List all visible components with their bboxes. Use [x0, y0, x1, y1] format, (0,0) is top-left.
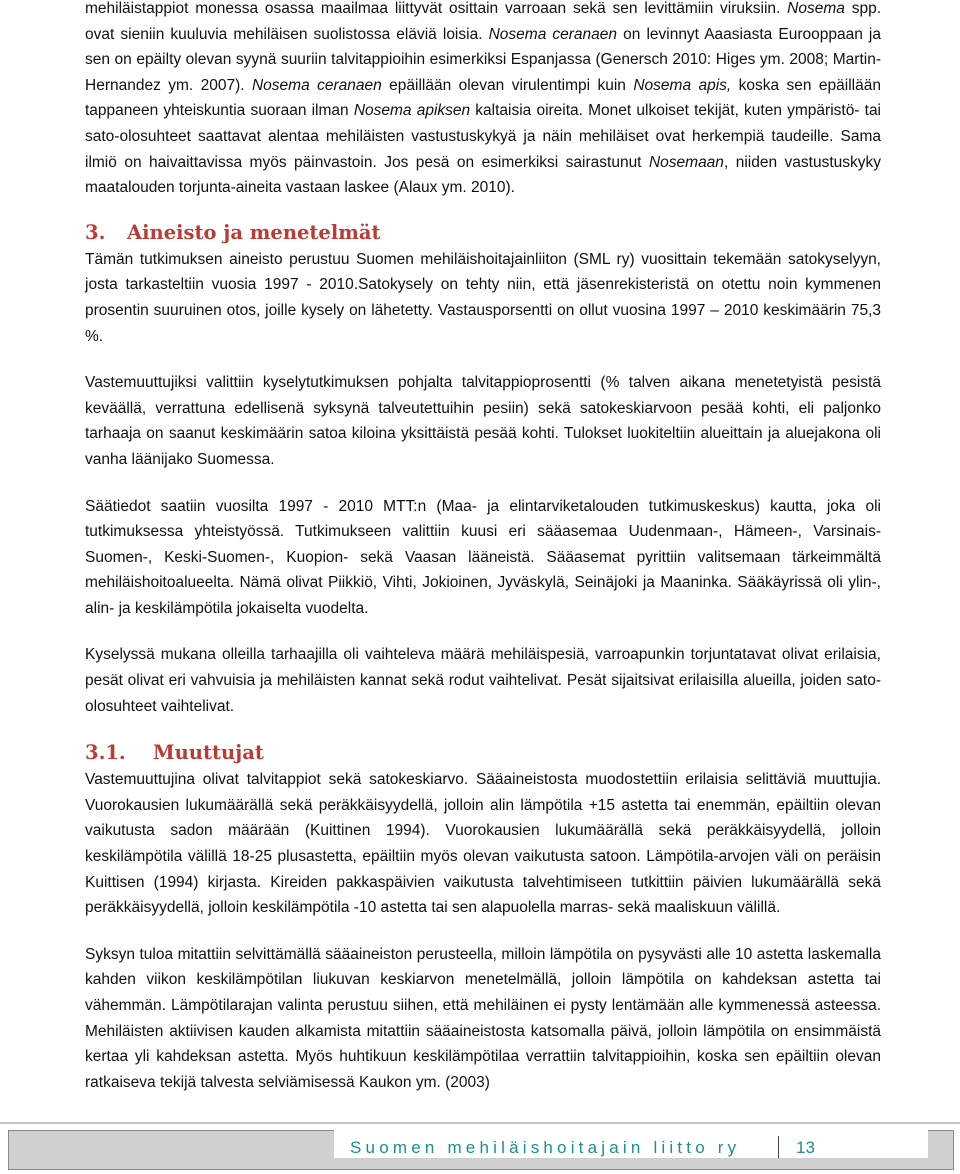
italic-text-run: Nosema ceranaen	[251, 76, 382, 94]
section-title: Aineisto ja menetelmät	[127, 220, 381, 244]
body-paragraph: Syksyn tuloa mitattiin selvittämällä sääaineiston perusteella, milloin lämpötila on pysyvästi alle 10 astetta laskemalla kahden viikon keskilämpötilan liukuvan keskiarvon menetelmällä, jolloin lämpötila on kahdeksan astetta tai vähemmän. Lämpötilarajan valinta perustuu siihen, että mehiläinen ei pysty lentämään alle kymmenessä asteessa. Mehiläisten aktiivisen kauden alkamista mitattiin sääaineistosta katsomalla päivä, jolloin lämpötila on ensimmäistä kertaa yli kahdeksan astetta. Myös huhtikuun keskilämpötilaa verrattiin talvitappioihin, koska sen epäiltiin olevan ratkaiseva tekijä talvesta selviämisessä Kaukon ym. (2003)	[85, 945, 881, 1091]
text-run: mehiläistappiot monessa osassa maailmaa liittyvät osittain varroaan sekä sen levittämiin viruksiin.	[85, 0, 788, 17]
intro-paragraph	[85, 0, 881, 201]
text-run: epäillään olevan virulentimpi kuin	[381, 76, 634, 94]
body-paragraph: Tämän tutkimuksen aineisto perustuu Suomen mehiläishoitajainliiton (SML ry) vuosittain tekemään satokyselyyn, josta tarkasteltiin vuosia 1997 - 2010.Satokysely on tehty niin, että jäsenrekisteristä on otettu noin kymmenen prosentin suuruinen otos, joille kysely on lähetetty. Vastausporsentti on ollut vuosina 1997 – 2010 keskimäärin 75,3 %.	[85, 250, 881, 345]
body-paragraph: Säätiedot saatiin vuosilta 1997 - 2010 MTT:n (Maa- ja elintarviketalouden tutkimuskeskus) kautta, joka oli tutkimuksessa yhteistyössä. Tutkimukseen valittiin kuusi eri sääasemaa Uudenmaan-, Hämeen-, Varsinais-Suomen-, Keski-Suomen-, Kuopion- sekä Vaasan lääneistä. Sääasemat pyrittiin valitsemaan tärkeimmältä mehiläishoitoalueelta. Nämä olivat Piikkiö, Vihti, Jokioinen, Jyväskylä, Seinäjoki ja Maaninka. Sääkäyrissä oli ylin-, alin- ja keskilämpötila jokaiselta vuodelta.	[85, 497, 881, 617]
footer-title: Suomen mehiläishoitajain liitto ry	[350, 1138, 741, 1157]
text-run: , niiden vastustuskyky maatalouden torjunta-aineita vastaan laskee (Alaux ym. 2010).	[85, 153, 882, 197]
section-number: 3.	[85, 220, 106, 244]
italic-text-run: Nosema apiksen	[353, 102, 471, 120]
subsection-number: 3.1.	[85, 741, 126, 765]
italic-text-run: Nosemaan	[648, 153, 724, 171]
subsection-title: Muuttujat	[153, 741, 264, 765]
text-run: kaltaisia oireita. Monet ulkoiset tekijät, kuten ympäristö- tai sato-olosuhteet saattavat alentaa mehiläisten vastustuskykyä ja näin mehiläiset ovat herkempiä taudeille. Sama ilmiö on haivaittavissa myös päinvastoin. Jos pesä on esimerkiksi sairastunut	[85, 102, 882, 171]
page-content	[85, 0, 881, 1095]
italic-text-run: Nosema	[787, 0, 845, 17]
italic-text-run: Nosema ceranaen	[488, 25, 618, 43]
text-run: on levinnyt Aaasiasta Eurooppaan ja sen on epäilty olevan syynä suuriin talvitappioihin esimerkiksi Espanjassa (Genersch 2010: Higes ym. 2008; Martin-Hernandez ym. 2007).	[85, 25, 881, 94]
subsection-heading	[85, 739, 881, 767]
body-paragraph: Vastemuuttujina olivat talvitappiot sekä satokeskiarvo. Sääaineistosta muodostettiin erilaisia selittäviä muuttujia. Vuorokausien lukumäärällä sekä peräkkäisyydellä, jolloin alin lämpötila +15 astetta tai enemmän, epäiltiin olevan vaikutusta sadon määrään (Kuittinen 1994). Vuorokausien lukumäärällä sekä peräkkäisyydellä, jolloin keskilämpötila välillä 18-25 plusastetta, epäiltiin myös olevan vaikutusta satoon. Lämpötila-arvojen väli on peräisin Kuittisen (1994) kirjasta. Kireiden pakkaspäivien vaikutusta talvehtimiseen tutkittiin päivien lukumäärällä sekä peräkkäisyydellä, jolloin keskilämpötila -10 astetta tai sen alapuolella marras- sekä maaliskuun välillä.	[85, 771, 881, 917]
footer-divider	[778, 1136, 779, 1158]
page-footer	[0, 1122, 960, 1174]
text-run: koska sen epäillään tappaneen yhteiskuntia suoraan ilman	[85, 76, 881, 120]
text-run: spp. ovat sieniin kuuluvia mehiläisen suolistossa eläviä loisia.	[85, 0, 882, 43]
body-paragraph: Vastemuuttujiksi valittiin kyselytutkimuksen pohjalta talvitappioprosentti (% talven aikana menetetyistä pesistä keväällä, verrattuna edellisenä syksynä talveutettuihin pesiin) sekä satokeskiarvoon pesää kohti, eli paljonko tarhaaja on saanut keskimäärin satoa kiloina yksittäistä pesää kohti. Tulokset luokiteltiin alueittain ja aluejakona oli vanha läänijako Suomessa.	[85, 374, 881, 468]
italic-text-run: Nosema apis,	[633, 76, 732, 94]
section-heading	[85, 219, 881, 247]
page-number: 13	[796, 1138, 815, 1157]
body-paragraph: Kyselyssä mukana olleilla tarhaajilla oli vaihteleva määrä mehiläispesiä, varroapunkin torjuntatavat olivat erilaisia, pesät olivat eri vahvuisia ja mehiläisten kannat sekä rodut vaihtelivat. Pesät sijaitsivat erilaisilla alueilla, joiden sato-olosuhteet vaihtelivat.	[85, 646, 881, 715]
